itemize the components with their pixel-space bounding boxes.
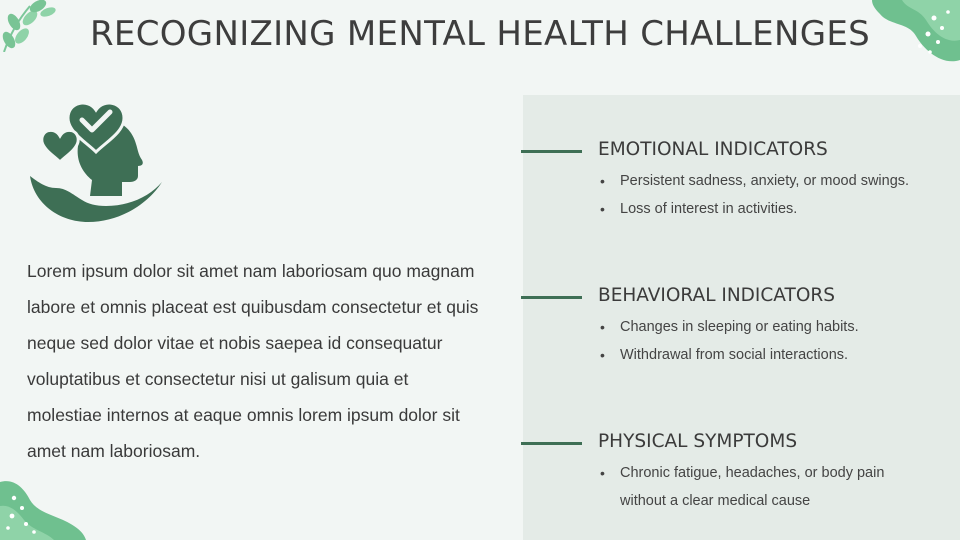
- bullet-text: Chronic fatigue, headaches, or body pain without a clear medical cause: [620, 465, 885, 509]
- bullet-icon: •: [600, 201, 605, 217]
- slide-title: RECOGNIZING MENTAL HEALTH CHALLENGES: [90, 14, 870, 54]
- bullet-text: Persistent sadness, anxiety, or mood swings.: [620, 173, 910, 189]
- bullet-list: [598, 167, 948, 223]
- mental-health-hand-head-heart-icon: [26, 92, 166, 232]
- list-item: [598, 459, 918, 515]
- green-blob-icon: [0, 478, 90, 540]
- section-heading: BEHAVIORAL INDICATORS: [598, 285, 835, 306]
- list-item: [598, 341, 948, 369]
- list-item: [598, 167, 948, 195]
- section-accent-bar: [521, 296, 582, 299]
- section-heading: PHYSICAL SYMPTOMS: [598, 431, 798, 452]
- bullet-text: Withdrawal from social interactions.: [620, 347, 849, 363]
- bullet-icon: •: [600, 347, 605, 363]
- bullet-list: [598, 313, 948, 369]
- bullet-text: Loss of interest in activities.: [620, 201, 798, 217]
- bullet-icon: •: [600, 173, 605, 189]
- section-accent-bar: [521, 442, 582, 445]
- section-accent-bar: [521, 150, 582, 153]
- list-item: [598, 313, 948, 341]
- bullet-icon: •: [600, 319, 605, 335]
- bullet-list: [598, 459, 918, 515]
- list-item: [598, 195, 948, 223]
- bullet-text: Changes in sleeping or eating habits.: [620, 319, 859, 335]
- body-paragraph: Lorem ipsum dolor sit amet nam laboriosam quo magnam labore et omnis placeat est quibusdam consectetur et quis neque sed dolor vitae et nobis saepea id consequatur voluptatibus et consectetur nisi ut galisum quia et molestiae internos at eaque omnis lorem ipsum dolor sit amet nam laboriosam.: [27, 261, 479, 461]
- bullet-icon: •: [600, 465, 605, 481]
- section-heading: EMOTIONAL INDICATORS: [598, 139, 828, 160]
